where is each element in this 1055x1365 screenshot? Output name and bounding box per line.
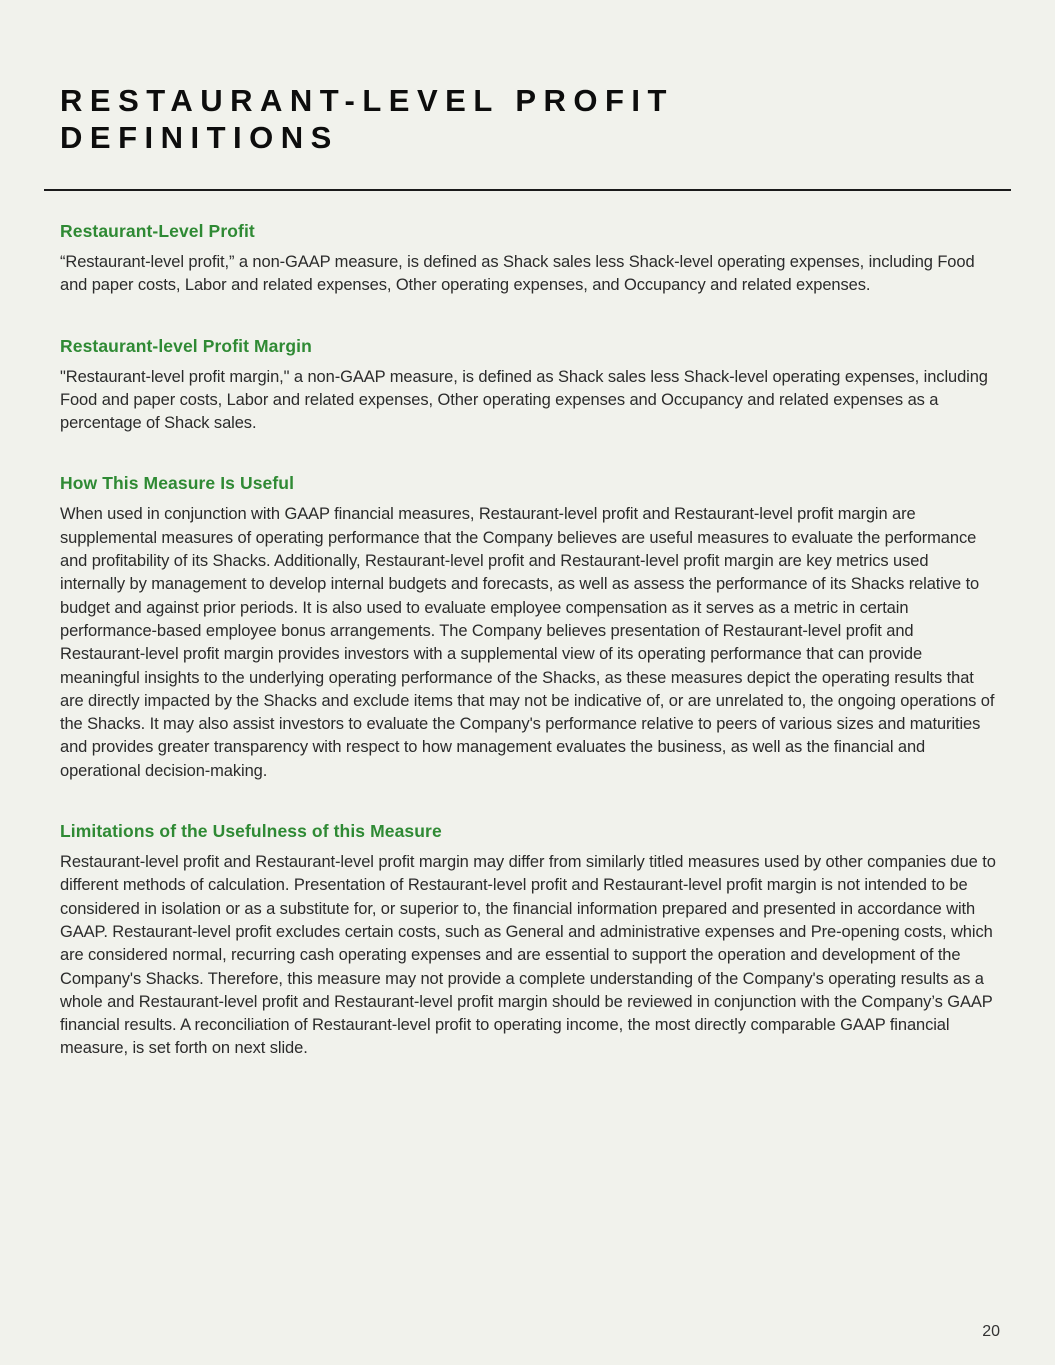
- page-title-line-1: RESTAURANT-LEVEL PROFIT: [60, 83, 674, 118]
- section-body: Restaurant-level profit and Restaurant-level profit margin may differ from similarly titled measures used by other companies due to different methods of calculation. Presentation of Restaurant-level profit and Restaurant-level profit margin is not intended to be considered in isolation or as a substitute for, or superior to, the financial information prepared and presented in accordance with GAAP. Restaurant-level profit excludes certain costs, such as General and administrative expenses and Pre-opening costs, which are considered normal, recurring cash operating expenses and are essential to support the operation and development of the Company's Shacks. Therefore, this measure may not provide a complete understanding of the Company's operating results as a whole and Restaurant-level profit and Restaurant-level profit margin should be reviewed in conjunction with the Company’s GAAP financial results. A reconciliation of Restaurant-level profit to operating income, the most directly comparable GAAP financial measure, is set forth on next slide.: [60, 853, 996, 1058]
- page-title: [60, 0, 997, 156]
- section-body: When used in conjunction with GAAP financial measures, Restaurant-level profit and Restaurant-level profit margin are supplemental measures of operating performance that the Company believes are useful measures to evaluate the performance and profitability of its Shacks. Additionally, Restaurant-level profit and Restaurant-level profit margin are key metrics used internally by management to develop internal budgets and forecasts, as well as assess the performance of its Shacks relative to budget and against prior periods. It is also used to evaluate employee compensation as it serves as a metric in certain performance-based employee bonus arrangements. The Company believes presentation of Restaurant-level profit and Restaurant-level profit margin provides investors with a supplemental view of its operating performance that can provide meaningful insights to the underlying operating performance of the Shacks, as these measures depict the operating results that are directly impacted by the Shacks and exclude items that may not be indicative of, or are unrelated to, the ongoing operations of the Shacks. It may also assist investors to evaluate the Company's performance relative to peers of various sizes and maturities and provides greater transparency with respect to how management evaluates the business, as well as the financial and operational decision-making.: [60, 505, 995, 780]
- section-limitations-of-usefulness: [60, 821, 997, 1061]
- section-restaurant-level-profit-margin: [60, 336, 997, 436]
- page-title-line-2: DEFINITIONS: [60, 120, 339, 155]
- title-divider-rule: [44, 189, 1011, 191]
- page-number: 20: [982, 1323, 1000, 1340]
- section-restaurant-level-profit: [60, 221, 997, 298]
- slide-content: [0, 0, 1055, 156]
- section-how-this-measure-is-useful: [60, 473, 997, 783]
- section-heading: How This Measure Is Useful: [60, 473, 295, 494]
- section-heading: Limitations of the Usefulness of this Measure: [60, 821, 442, 842]
- section-heading: Restaurant-level Profit Margin: [60, 335, 312, 356]
- section-body: “Restaurant-level profit,” a non-GAAP measure, is defined as Shack sales less Shack-level operating expenses, including Food and paper costs, Labor and related expenses, Other operating expenses, and Occupancy and related expenses.: [60, 253, 975, 295]
- section-body: "Restaurant-level profit margin," a non-GAAP measure, is defined as Shack sales less Shack-level operating expenses, including Food and paper costs, Labor and related expenses, Other operating expenses and Occupancy and related expenses as a percentage of Shack sales.: [60, 367, 988, 433]
- sections-container: [0, 221, 1055, 1061]
- section-heading: Restaurant-Level Profit: [60, 221, 255, 241]
